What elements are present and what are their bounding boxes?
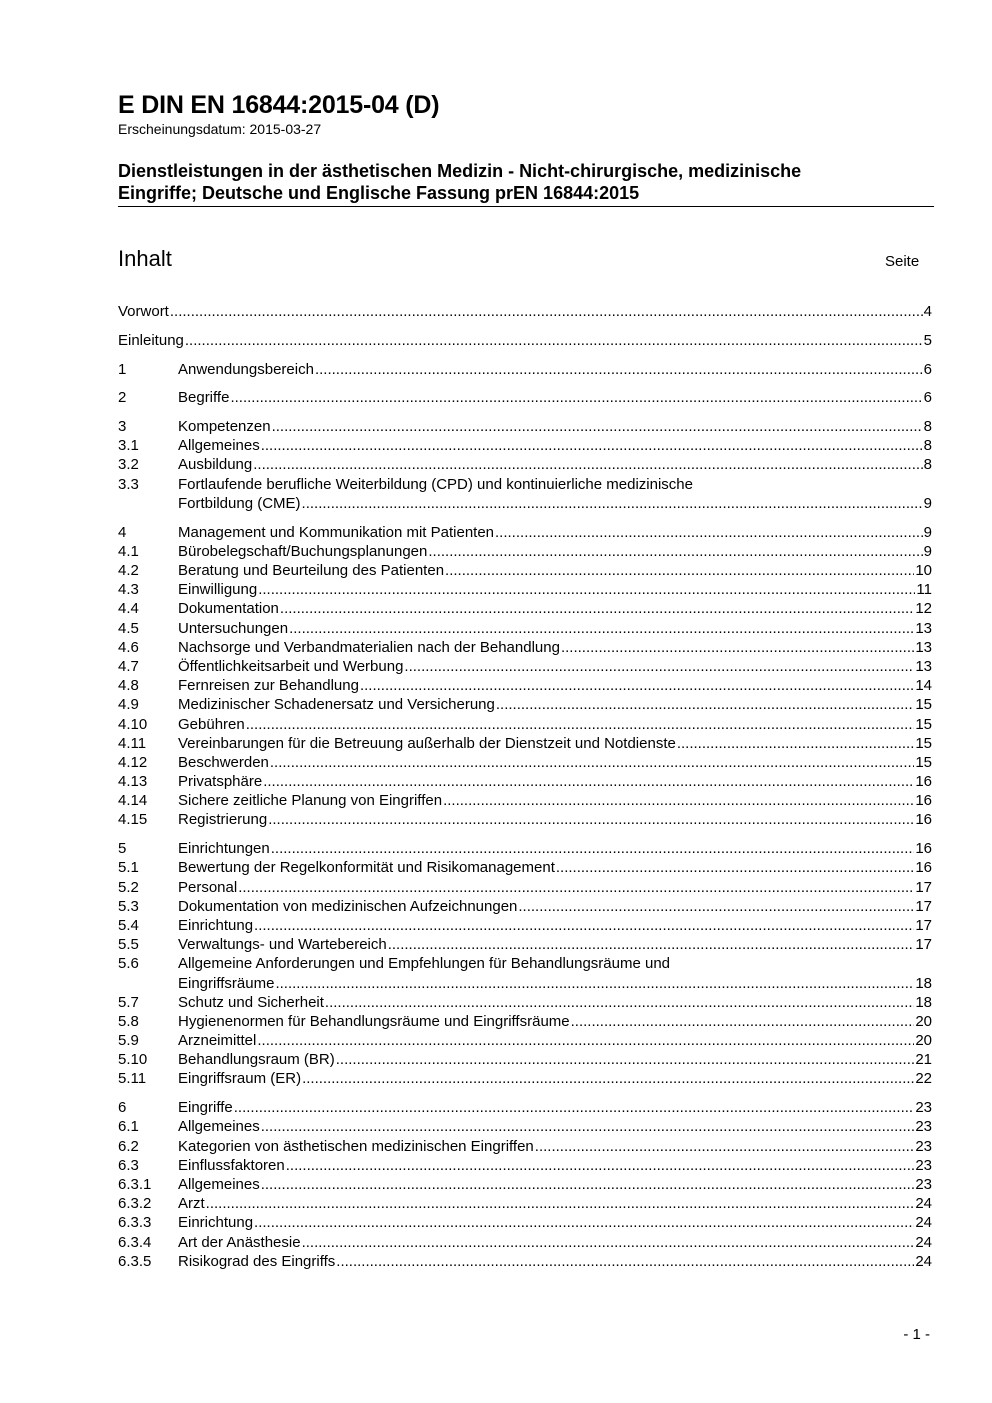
toc-entry-number: 5.8 — [118, 1012, 139, 1030]
toc-entry — [118, 1156, 932, 1175]
toc-leader-dots — [495, 523, 923, 542]
toc-entry-number: 5.2 — [118, 878, 139, 896]
toc-leader-dots — [170, 302, 923, 321]
toc-entry — [118, 676, 932, 695]
toc-entry-number: 4.15 — [118, 811, 148, 829]
toc-entry-title: Einleitung — [118, 331, 184, 349]
toc-entry — [118, 542, 932, 561]
toc-leader-dots — [518, 897, 914, 916]
toc-entry-number: 4.12 — [118, 753, 148, 771]
header-rule — [118, 206, 934, 207]
toc-entry-page: 8 — [923, 456, 932, 474]
toc-entry-title: Vereinbarungen für die Betreuung außerhalb der Dienstzeit und Notdienste — [178, 734, 676, 752]
toc-leader-dots — [257, 1031, 914, 1050]
toc-entry-title: Vorwort — [118, 302, 169, 320]
toc-entry-page: 6 — [923, 389, 932, 407]
toc-entry-title-continued: Fortbildung (CME) — [178, 494, 301, 512]
toc-entry-page: 17 — [915, 897, 932, 915]
toc-entry — [118, 1233, 932, 1252]
toc-entry-title: Einrichtung — [178, 1214, 254, 1232]
toc-entry — [118, 360, 932, 379]
toc-entry-title: Allgemeines — [178, 1176, 260, 1194]
toc-leader-dots — [206, 1194, 915, 1213]
toc-entry — [118, 456, 932, 475]
toc-leader-dots — [445, 561, 914, 580]
toc-entry-title: Bürobelegschaft/Buchungsplanungen — [178, 542, 428, 560]
toc-entry — [118, 1117, 932, 1136]
toc-entry-page: 17 — [915, 916, 932, 934]
toc-entry-number: 3.2 — [118, 456, 139, 474]
subtitle-line: Eingriffe; Deutsche und Englische Fassung prEN 16844:2015 — [118, 183, 640, 203]
toc-entry-number: 4.2 — [118, 562, 139, 580]
toc-leader-dots — [280, 599, 914, 618]
toc-entry-page: 15 — [915, 734, 932, 752]
toc-entry-number: 4 — [118, 523, 127, 541]
toc-entry-number: 3.1 — [118, 437, 139, 455]
toc-leader-dots — [561, 638, 914, 657]
toc-entry — [118, 734, 932, 753]
toc-entry-page: 23 — [915, 1176, 932, 1194]
toc-entry-title: Bewertung der Regelkonformität und Risikomanagement — [178, 859, 555, 877]
toc-entry-number: 6.3.4 — [118, 1233, 152, 1251]
toc-entry-title: Fortlaufende berufliche Weiterbildung (CPD) und kontinuierliche medizinische — [178, 475, 693, 493]
toc-entry-title: Schutz und Sicherheit — [178, 993, 324, 1011]
toc-entry-page: 23 — [915, 1156, 932, 1174]
toc-leader-dots — [268, 810, 914, 829]
toc-entry-number: 4.9 — [118, 696, 139, 714]
toc-leader-dots — [496, 695, 914, 714]
toc-entry — [118, 523, 932, 542]
toc-entry-number: 3.3 — [118, 475, 139, 493]
toc-entry-page: 5 — [923, 331, 932, 349]
toc-entry-page: 11 — [916, 581, 932, 599]
toc-entry — [118, 878, 932, 897]
toc-entry-page: 6 — [923, 360, 932, 378]
toc-leader-dots — [556, 858, 914, 877]
toc-entry — [118, 810, 932, 829]
toc-entry-page: 16 — [915, 811, 932, 829]
toc-entry-number: 5.10 — [118, 1051, 148, 1069]
toc-entry-page: 16 — [915, 792, 932, 810]
toc-leader-dots — [185, 331, 923, 350]
toc-heading: Inhalt — [118, 246, 172, 271]
toc-leader-dots — [271, 839, 915, 858]
toc-leader-dots — [253, 455, 922, 474]
toc-entry-title: Dokumentation — [178, 600, 279, 618]
toc-entry-number: 2 — [118, 389, 127, 407]
toc-entry-title: Öffentlichkeitsarbeit und Werbung — [178, 657, 404, 675]
toc-entry-title: Einwilligung — [178, 581, 258, 599]
toc-leader-dots — [286, 1156, 915, 1175]
toc-entry — [118, 839, 932, 858]
toc-entry-title: Ausbildung — [178, 456, 253, 474]
toc-entry-page: 18 — [915, 974, 932, 992]
toc-leader-dots — [388, 935, 915, 954]
toc-entry — [118, 993, 932, 1012]
toc-entry-number: 4.11 — [118, 734, 147, 752]
toc-entry-page: 23 — [915, 1137, 932, 1155]
toc-entry-page: 24 — [915, 1252, 932, 1270]
toc-entry-page: 14 — [915, 677, 932, 695]
toc-entry-number: 5.3 — [118, 897, 139, 915]
document-subtitle — [118, 160, 918, 204]
toc-entry-title-continued: Eingriffsräume — [178, 974, 275, 992]
toc-entry — [118, 695, 932, 714]
toc-leader-dots — [677, 734, 914, 753]
toc-entry-page: 16 — [915, 859, 932, 877]
toc-entry — [118, 1098, 932, 1117]
table-of-contents — [118, 302, 932, 1271]
toc-entry — [118, 302, 932, 321]
toc-entry-title: Hygienenormen für Behandlungsräume und Eingriffsräume — [178, 1012, 570, 1030]
toc-leader-dots — [263, 772, 914, 791]
toc-entry-page: 23 — [915, 1099, 932, 1117]
toc-entry — [118, 858, 932, 877]
toc-leader-dots — [270, 753, 914, 772]
toc-entry — [118, 619, 932, 638]
toc-entry-page: 22 — [915, 1070, 932, 1088]
toc-leader-dots — [289, 619, 914, 638]
toc-leader-dots — [336, 1252, 914, 1271]
toc-entry-page: 21 — [915, 1051, 932, 1069]
toc-entry — [118, 436, 932, 455]
toc-entry — [118, 1070, 932, 1089]
toc-entry — [118, 753, 932, 772]
toc-entry-title: Beratung und Beurteilung des Patienten — [178, 562, 445, 580]
toc-leader-dots — [261, 1175, 915, 1194]
toc-entry-number: 1 — [118, 360, 127, 378]
toc-entry-page: 9 — [923, 542, 932, 560]
toc-entry-title: Verwaltungs- und Wartebereich — [178, 936, 387, 954]
toc-entry-page: 20 — [915, 1012, 932, 1030]
toc-entry-page: 13 — [915, 657, 932, 675]
toc-leader-dots — [325, 993, 914, 1012]
toc-entry-page: 4 — [923, 302, 932, 320]
toc-entry — [118, 772, 932, 791]
toc-entry-page: 20 — [915, 1032, 932, 1050]
toc-leader-dots — [535, 1137, 915, 1156]
toc-entry-page: 18 — [915, 993, 932, 1011]
toc-entry — [118, 935, 932, 954]
toc-entry-title: Management und Kommunikation mit Patienten — [178, 523, 495, 541]
toc-entry-title: Dokumentation von medizinischen Aufzeichnungen — [178, 897, 518, 915]
toc-entry — [118, 580, 932, 599]
toc-entry-number: 6 — [118, 1099, 127, 1117]
toc-entry-number: 4.5 — [118, 619, 139, 637]
toc-entry-page: 24 — [915, 1233, 932, 1251]
page-column-label: Seite — [885, 253, 920, 270]
toc-entry-page: 16 — [915, 773, 932, 791]
toc-entry — [118, 715, 932, 734]
toc-entry-number: 6.3.1 — [118, 1176, 152, 1194]
toc-entry-title: Einrichtungen — [178, 840, 270, 858]
toc-entry-number: 5.7 — [118, 993, 139, 1011]
toc-leader-dots — [261, 1117, 915, 1136]
toc-entry — [118, 1252, 932, 1271]
toc-entry-title: Art der Anästhesie — [178, 1233, 301, 1251]
toc-entry-page: 13 — [915, 638, 932, 656]
toc-entry-page: 10 — [915, 562, 932, 580]
toc-leader-dots — [336, 1050, 915, 1069]
toc-leader-dots — [254, 1213, 914, 1232]
toc-entry-title: Privatsphäre — [178, 773, 263, 791]
toc-leader-dots — [246, 715, 915, 734]
toc-leader-dots — [315, 360, 923, 379]
toc-leader-dots — [272, 417, 923, 436]
toc-leader-dots — [404, 657, 914, 676]
toc-entry-number: 6.2 — [118, 1137, 139, 1155]
toc-entry-number: 5.5 — [118, 936, 139, 954]
toc-entry — [118, 331, 932, 350]
toc-entry-title: Nachsorge und Verbandmaterialien nach der Behandlung — [178, 638, 560, 656]
toc-leader-dots — [234, 1098, 915, 1117]
toc-entry-number: 6.3.5 — [118, 1252, 152, 1270]
toc-leader-dots — [258, 580, 915, 599]
toc-entry — [118, 1031, 932, 1050]
toc-entry-page: 8 — [923, 418, 932, 436]
toc-leader-dots — [275, 974, 914, 993]
toc-entry-number: 5.4 — [118, 916, 139, 934]
toc-entry-number: 4.7 — [118, 657, 139, 675]
toc-entry-number: 4.1 — [118, 542, 139, 560]
toc-entry-page: 15 — [915, 715, 932, 733]
toc-entry-title: Arzneimittel — [178, 1032, 257, 1050]
toc-entry — [118, 1194, 932, 1213]
toc-entry — [118, 475, 932, 494]
toc-leader-dots — [428, 542, 922, 561]
toc-entry — [118, 638, 932, 657]
toc-entry-number: 4.4 — [118, 600, 139, 618]
toc-entry-number: 5.11 — [118, 1070, 147, 1088]
toc-entry — [118, 561, 932, 580]
toc-entry-title: Risikograd des Eingriffs — [178, 1252, 336, 1270]
toc-entry — [118, 916, 932, 935]
toc-entry-number: 6.3.2 — [118, 1195, 152, 1213]
toc-entry-number: 5.1 — [118, 859, 139, 877]
toc-entry-title: Arzt — [178, 1195, 205, 1213]
toc-entry-page: 15 — [915, 696, 932, 714]
toc-entry-number: 5.9 — [118, 1032, 139, 1050]
toc-entry-page: 12 — [915, 600, 932, 618]
toc-entry-page: 8 — [923, 437, 932, 455]
toc-entry-number: 4.10 — [118, 715, 148, 733]
toc-entry-title: Kompetenzen — [178, 418, 271, 436]
toc-entry-title: Behandlungsraum (BR) — [178, 1051, 335, 1069]
toc-entry — [118, 1213, 932, 1232]
toc-entry — [118, 897, 932, 916]
toc-entry — [118, 791, 932, 810]
toc-entry-number: 6.3 — [118, 1156, 139, 1174]
toc-entry-title: Beschwerden — [178, 753, 269, 771]
page-footer: - 1 - — [903, 1326, 930, 1343]
toc-entry — [118, 1050, 932, 1069]
toc-entry-title: Kategorien von ästhetischen medizinischen Eingriffen — [178, 1137, 534, 1155]
toc-entry-title: Begriffe — [178, 389, 230, 407]
toc-entry-page: 13 — [915, 619, 932, 637]
toc-entry-page: 16 — [915, 840, 932, 858]
toc-entry-page: 17 — [915, 936, 932, 954]
toc-entry-page: 9 — [923, 523, 932, 541]
toc-entry-number: 4.3 — [118, 581, 139, 599]
toc-entry-title: Eingriffe — [178, 1099, 233, 1117]
toc-leader-dots — [360, 676, 914, 695]
toc-entry-number: 5 — [118, 840, 127, 858]
toc-entry — [118, 417, 932, 436]
toc-entry-number: 3 — [118, 418, 127, 436]
toc-entry-number: 6.3.3 — [118, 1214, 152, 1232]
toc-entry — [118, 657, 932, 676]
toc-leader-dots — [261, 436, 923, 455]
toc-entry-title: Sichere zeitliche Planung von Eingriffen — [178, 792, 443, 810]
toc-entry-title: Personal — [178, 878, 238, 896]
toc-entry — [118, 974, 932, 993]
toc-entry-number: 5.6 — [118, 955, 139, 973]
toc-entry-page: 23 — [915, 1118, 932, 1136]
toc-entry-page: 17 — [915, 878, 932, 896]
toc-entry-title: Eingriffsraum (ER) — [178, 1070, 302, 1088]
toc-entry-page: 24 — [915, 1214, 932, 1232]
toc-entry-title: Allgemeine Anforderungen und Empfehlungen für Behandlungsräume und — [178, 955, 671, 973]
toc-entry — [118, 1012, 932, 1031]
toc-entry-number: 4.6 — [118, 638, 139, 656]
toc-leader-dots — [238, 878, 914, 897]
toc-entry-title: Gebühren — [178, 715, 245, 733]
toc-leader-dots — [443, 791, 914, 810]
toc-entry-title: Einflussfaktoren — [178, 1156, 285, 1174]
toc-entry — [118, 494, 932, 513]
toc-entry-number: 6.1 — [118, 1118, 139, 1136]
toc-entry-page: 24 — [915, 1195, 932, 1213]
toc-entry-title: Einrichtung — [178, 916, 254, 934]
toc-entry — [118, 599, 932, 618]
toc-entry-number: 4.13 — [118, 773, 148, 791]
toc-entry — [118, 1137, 932, 1156]
toc-entry-title: Anwendungsbereich — [178, 360, 314, 378]
toc-entry-page: 15 — [915, 753, 932, 771]
toc-entry-number: 4.8 — [118, 677, 139, 695]
toc-entry-number: 4.14 — [118, 792, 148, 810]
toc-leader-dots — [571, 1012, 915, 1031]
toc-entry-title: Registrierung — [178, 811, 268, 829]
toc-leader-dots — [254, 916, 914, 935]
toc-entry — [118, 1175, 932, 1194]
toc-entry-title: Allgemeines — [178, 1118, 260, 1136]
toc-leader-dots — [230, 388, 922, 407]
toc-leader-dots — [302, 1233, 915, 1252]
toc-leader-dots — [302, 1069, 914, 1088]
toc-entry — [118, 954, 932, 973]
toc-entry-title: Allgemeines — [178, 437, 260, 455]
subtitle-line: Dienstleistungen in der ästhetischen Medizin - Nicht-chirurgische, medizinische — [118, 161, 802, 181]
toc-entry-title: Untersuchungen — [178, 619, 289, 637]
toc-leader-dots — [302, 494, 923, 513]
toc-entry — [118, 388, 932, 407]
document-title: E DIN EN 16844:2015-04 (D) — [118, 91, 440, 119]
publication-date: Erscheinungsdatum: 2015-03-27 — [118, 121, 322, 137]
toc-entry-title: Fernreisen zur Behandlung — [178, 677, 359, 695]
toc-entry-page: 9 — [923, 494, 932, 512]
toc-entry-title: Medizinischer Schadenersatz und Versicherung — [178, 696, 495, 714]
